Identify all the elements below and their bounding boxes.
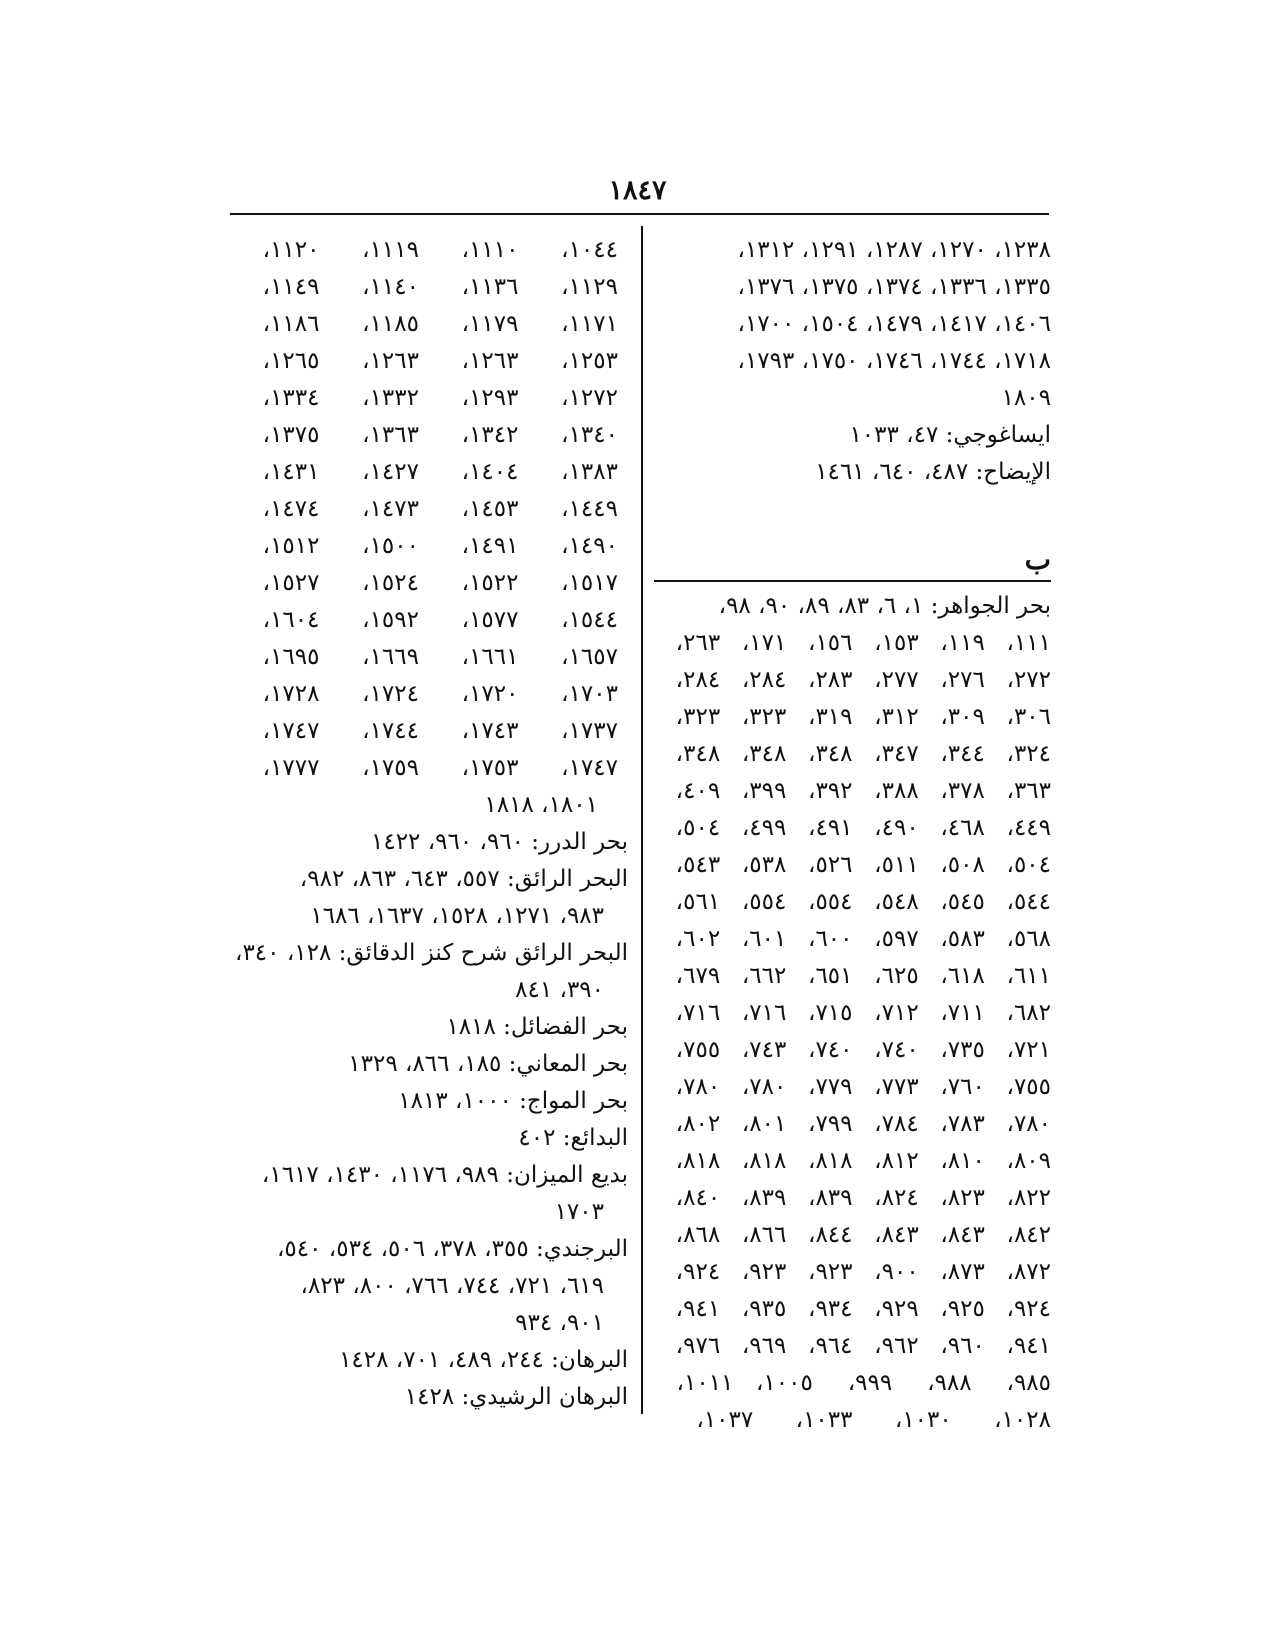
page-ref: ١٧٢٤، — [362, 681, 419, 707]
page-ref: ١١٢٩، — [561, 274, 618, 300]
page-ref: ١٢٦٣، — [362, 348, 419, 374]
page-ref-row — [654, 958, 1051, 995]
page-ref-row — [654, 662, 1051, 699]
page-ref: ٢٦٣، — [675, 630, 721, 656]
page-ref-row — [654, 1180, 1051, 1217]
page-ref-row — [654, 1032, 1051, 1069]
page-ref: ١١١٩، — [362, 237, 419, 263]
page-ref: ١٥٣، — [874, 630, 919, 656]
page-ref: ١١٨٥، — [362, 311, 419, 337]
page-ref: ٥٤٨، — [874, 889, 919, 915]
page-ref: ٥٦٨، — [1006, 926, 1051, 952]
page-ref-row — [654, 1402, 1051, 1439]
page-ref: ٨٦٦، — [741, 1222, 787, 1248]
page-ref: ٢٨٤، — [675, 667, 721, 693]
page-ref: ١٦٩٥، — [262, 644, 320, 670]
index-entry: بحر الجواهر: ١، ٦، ٨٣، ٨٩، ٩٠، ٩٨، — [718, 593, 1051, 619]
page-ref-row — [654, 1254, 1051, 1291]
page-ref: ٩٢٥، — [940, 1296, 985, 1322]
page-ref: ٤٩١، — [808, 815, 853, 841]
page-ref-row — [230, 232, 628, 269]
page-ref: ٣٢٣، — [741, 704, 787, 730]
page-ref-row — [654, 921, 1051, 958]
page-ref: ٦٠١، — [741, 926, 787, 952]
right-column — [654, 232, 1051, 1439]
page-ref: ١٥٤٤، — [561, 607, 618, 633]
page-ref-row — [230, 750, 628, 787]
page-ref: ٥٥٤، — [741, 889, 787, 915]
page-ref: ١٠١١، — [676, 1370, 734, 1396]
page-ref-row — [230, 269, 628, 306]
page-ref: ١٦٥٧، — [561, 644, 618, 670]
page-ref-row — [230, 565, 628, 602]
page-ref: ٥٩٧، — [874, 926, 919, 952]
page-ref: ٧٨٠، — [675, 1074, 721, 1100]
page-ref: ١٣٣٤، — [262, 385, 320, 411]
page-ref: ١٠٤٤، — [561, 237, 618, 263]
page-ref: ٨٧٣، — [940, 1259, 985, 1285]
page-ref: ١٥٦، — [808, 630, 853, 656]
page-ref: ١٧٤٣، — [461, 718, 519, 744]
page-ref: ٣١٩، — [808, 704, 853, 730]
page-ref: ١٣٦٣، — [362, 422, 419, 448]
page-ref: ١٤٩٠، — [561, 533, 618, 559]
page-ref: ٨٤٤، — [808, 1222, 853, 1248]
page-ref: ١٧٢٨، — [262, 681, 320, 707]
page-ref: ١٢٧٢، — [561, 385, 618, 411]
page-ref: ١٠٣٣، — [795, 1407, 853, 1433]
page-ref: ١١١، — [1006, 630, 1051, 656]
index-continuation-line: ١٧١٨، ١٧٤٤، ١٧٤٦، ١٧٥٠، ١٧٩٣، — [737, 348, 1051, 374]
left-column — [230, 232, 628, 1416]
page-ref: ٣٠٩، — [940, 704, 985, 730]
page-ref: ٨١٠، — [940, 1148, 985, 1174]
page-ref-row — [654, 773, 1051, 810]
page-ref-row — [654, 1365, 1051, 1402]
page-ref: ٧٢١، — [1006, 1037, 1051, 1063]
page-ref: ٧٨٠، — [1006, 1111, 1051, 1137]
page-ref: ٣٤٨، — [741, 741, 787, 767]
page-ref: ٩٢٣، — [808, 1259, 853, 1285]
page-ref: ١٠٢٨، — [994, 1407, 1051, 1433]
page-ref-row — [230, 454, 628, 491]
page-ref: ١١٩، — [940, 630, 985, 656]
page-ref: ٩٧٦، — [675, 1333, 721, 1359]
page-ref: ٩٦٤، — [808, 1333, 853, 1359]
page-ref: ١٤٣١، — [262, 459, 320, 485]
page-ref: ١١٢٠، — [262, 237, 320, 263]
page-ref: ٥٤٥، — [940, 889, 985, 915]
page-ref-row — [654, 1217, 1051, 1254]
header-rule — [230, 213, 1049, 215]
page-ref: ٣٤٨، — [675, 741, 721, 767]
page-ref: ٤٦٨، — [940, 815, 985, 841]
page-ref: ٩٢٤، — [675, 1259, 721, 1285]
page-ref: ١٧٠٣، — [561, 681, 618, 707]
page-ref: ٨١٨، — [741, 1148, 787, 1174]
page-ref: ١٦٦٩، — [362, 644, 419, 670]
index-entry: بحر الدرر: ٩٦٠، ٩٦٠، ١٤٢٢ — [370, 829, 628, 855]
page-ref: ٢٨٣، — [808, 667, 853, 693]
page-ref: ٩٤١، — [675, 1296, 721, 1322]
page-ref: ١٧٥٣، — [461, 755, 519, 781]
page-ref-row — [230, 602, 628, 639]
section-letter: ب — [1024, 543, 1051, 576]
page-ref: ٩٣٥، — [741, 1296, 787, 1322]
page-ref: ٩٠٠، — [874, 1259, 919, 1285]
page-ref: ٢٧٢، — [1006, 667, 1051, 693]
index-entry: بحر المواج: ١٠٠٠، ١٨١٣ — [398, 1088, 628, 1114]
page-ref: ٣٤٧، — [874, 741, 919, 767]
page-ref-row — [230, 713, 628, 750]
page-ref: ٧٣٥، — [940, 1037, 985, 1063]
page-ref: ٩٢٤، — [1006, 1296, 1051, 1322]
page-ref: ١١٤٠، — [362, 274, 419, 300]
page-ref: ١٥٢٤، — [362, 570, 419, 596]
page-ref-row — [654, 995, 1051, 1032]
index-continuation-line: ٩٠١، ٩٣٤ — [515, 1310, 604, 1336]
page-ref: ٨٤٢، — [1006, 1222, 1051, 1248]
page-ref: ٧٨٤، — [874, 1111, 919, 1137]
page-ref: ٧١٥، — [808, 1000, 853, 1026]
page-ref-row — [654, 847, 1051, 884]
page-ref: ٧٦٠، — [940, 1074, 985, 1100]
page-ref: ٧١١، — [940, 1000, 985, 1026]
page-ref: ٨٠١، — [741, 1111, 787, 1137]
page-ref: ٦٢٥، — [874, 963, 919, 989]
page-ref-row — [230, 343, 628, 380]
page-ref: ٥٣٨، — [741, 852, 787, 878]
page-ref-row — [230, 417, 628, 454]
page-ref: ١٥٠٠، — [362, 533, 419, 559]
page-ref: ٥٨٣، — [940, 926, 985, 952]
page-ref-row — [654, 1069, 1051, 1106]
page-ref: ٦١١، — [1006, 963, 1051, 989]
page-ref: ١٤٢٧، — [362, 459, 419, 485]
page-ref: ٥٤٤، — [1006, 889, 1051, 915]
page-ref: ١٥٩٢، — [362, 607, 419, 633]
page-ref: ٤٠٩، — [675, 778, 721, 804]
page-ref: ٧٧٣، — [874, 1074, 919, 1100]
page-ref: ٨٦٨، — [675, 1222, 721, 1248]
page-ref: ٥٠٤، — [675, 815, 721, 841]
page-ref: ٨٢٣، — [940, 1185, 985, 1211]
page-ref: ١٦٦١، — [461, 644, 519, 670]
page-ref-row — [654, 884, 1051, 921]
page-ref: ٥٤٣، — [675, 852, 721, 878]
page-ref-row — [654, 810, 1051, 847]
page-ref: ٧٤٣، — [741, 1037, 787, 1063]
page-ref: ٩٨٨، — [927, 1370, 972, 1396]
page-ref: ٧٩٩، — [808, 1111, 853, 1137]
page-ref: ٣٦٣، — [1006, 778, 1051, 804]
page-ref: ٩٣٤، — [808, 1296, 853, 1322]
page-ref: ٦٠٠، — [808, 926, 853, 952]
page-ref-row — [654, 625, 1051, 662]
page-ref: ١٣٤٠، — [561, 422, 618, 448]
page-ref: ٧٥٥، — [675, 1037, 721, 1063]
index-continuation-line: ١٣٣٥، ١٣٣٦، ١٣٧٤، ١٣٧٥، ١٣٧٦، — [737, 274, 1051, 300]
page-ref: ١١٧٩، — [461, 311, 519, 337]
page-ref-row — [654, 1291, 1051, 1328]
page-ref: ١٧٤٧، — [561, 755, 618, 781]
index-entry: ايساغوجي: ٤٧، ١٠٣٣ — [849, 422, 1051, 448]
page-ref: ٨٧٢، — [1006, 1259, 1051, 1285]
page-ref: ٧٥٥، — [1006, 1074, 1051, 1100]
index-entry: بحر الفضائل: ١٨١٨ — [446, 1014, 628, 1040]
page-ref: ١٤٠٤، — [461, 459, 519, 485]
page-ref: ٤٩٠، — [874, 815, 919, 841]
page-ref: ٦٨٢، — [1006, 1000, 1051, 1026]
index-continuation-line: ١٨٠١، ١٨١٨ — [484, 792, 598, 818]
index-continuation-line: ١٨٠٩ — [1001, 385, 1051, 411]
page-ref: ٥٦١، — [675, 889, 721, 915]
index-continuation-line: ٦١٩، ٧٢١، ٧٤٤، ٧٦٦، ٨٠٠، ٨٢٣، — [300, 1273, 604, 1299]
page-ref: ١٧١، — [741, 630, 787, 656]
section-rule — [654, 580, 1051, 582]
page-ref: ١١٨٦، — [262, 311, 320, 337]
page-ref: ١١١٠، — [461, 237, 519, 263]
index-entry: البدائع: ٤٠٢ — [518, 1125, 628, 1151]
page-ref: ١٠٣٧، — [696, 1407, 754, 1433]
page-ref: ١٤٧٤، — [262, 496, 320, 522]
index-entry: بديع الميزان: ٩٨٩، ١١٧٦، ١٤٣٠، ١٦١٧، — [261, 1162, 628, 1188]
page-ref: ١٣٨٣، — [561, 459, 618, 485]
page-ref: ٨١٨، — [808, 1148, 853, 1174]
page-ref: ٣٧٨، — [940, 778, 985, 804]
page-ref: ٤٩٩، — [741, 815, 787, 841]
page-ref: ١٤٧٣، — [362, 496, 419, 522]
index-entry: البرهان الرشيدي: ١٤٢٨ — [404, 1384, 628, 1410]
page-ref: ١٠٣٠، — [894, 1407, 952, 1433]
page-ref: ٨١٢، — [874, 1148, 919, 1174]
page-ref: ٩٨٥، — [1006, 1370, 1051, 1396]
page-ref: ١٢٦٥، — [262, 348, 320, 374]
page-ref: ١٣٣٢، — [362, 385, 419, 411]
page-ref: ١٤٤٩، — [561, 496, 618, 522]
page-ref: ٨٢٢، — [1006, 1185, 1051, 1211]
page-ref-row — [230, 639, 628, 676]
page-ref-row — [230, 306, 628, 343]
page-ref: ١٢٦٣، — [461, 348, 519, 374]
page-ref: ١٦٠٤، — [262, 607, 320, 633]
page-ref: ٩٢٩، — [874, 1296, 919, 1322]
page-ref-row — [654, 736, 1051, 773]
page-ref: ٩٦٠، — [940, 1333, 985, 1359]
page-ref: ١١٧١، — [561, 311, 618, 337]
page-ref: ١٥١٢، — [262, 533, 320, 559]
page-ref: ١٥٧٧، — [461, 607, 519, 633]
page-ref-row — [654, 1106, 1051, 1143]
page-ref: ٨٤٣، — [874, 1222, 919, 1248]
page-ref: ٦١٨، — [940, 963, 985, 989]
page-ref: ٧١٦، — [741, 1000, 787, 1026]
page-ref: ١٧٧٧، — [262, 755, 320, 781]
page-ref: ٩٢٣، — [741, 1259, 787, 1285]
page-ref: ١٧٢٠، — [461, 681, 519, 707]
page-ref: ٣٠٦، — [1006, 704, 1051, 730]
page-ref: ١٣٤٢، — [461, 422, 519, 448]
section-gap — [654, 491, 1051, 541]
page-ref: ٧١٢، — [874, 1000, 919, 1026]
index-continuation-line: ١٤٠٦، ١٤١٧، ١٤٧٩، ١٥٠٤، ١٧٠٠، — [737, 311, 1051, 337]
page-ref: ١٥١٧، — [561, 570, 618, 596]
page-ref-row — [230, 380, 628, 417]
page-ref: ٧٤٠، — [874, 1037, 919, 1063]
page-ref: ٩٦٢، — [874, 1333, 919, 1359]
page-ref: ١٤٥٣، — [461, 496, 519, 522]
page-ref: ٣٢٣، — [675, 704, 721, 730]
page-ref: ١٧٤٧، — [262, 718, 320, 744]
page-ref: ١٥٢٧، — [262, 570, 320, 596]
page-ref: ٥٠٨، — [940, 852, 985, 878]
page-ref: ٦٠٢، — [675, 926, 721, 952]
page-ref: ١٧٣٧، — [561, 718, 618, 744]
page-ref: ٨٠٩، — [1006, 1148, 1051, 1174]
page-ref: ٣٤٨، — [808, 741, 853, 767]
page-ref: ١١٤٩، — [262, 274, 320, 300]
page-ref: ٨٤٠، — [675, 1185, 721, 1211]
page-ref: ٣٨٨، — [874, 778, 919, 804]
page-ref: ٢٨٤، — [741, 667, 787, 693]
page-ref-row — [654, 1143, 1051, 1180]
page-ref: ١٥٢٢، — [461, 570, 519, 596]
page-ref: ٨٤٣، — [940, 1222, 985, 1248]
page-ref: ٩٩٩، — [847, 1370, 893, 1396]
page-ref: ٨١٨، — [675, 1148, 721, 1174]
page-ref: ٥١١، — [874, 852, 919, 878]
index-continuation-line: ٩٨٣، ١٢٧١، ١٥٢٨، ١٦٣٧، ١٦٨٦ — [310, 903, 604, 929]
page-ref: ٧٨٠، — [741, 1074, 787, 1100]
index-continuation-line: ١٢٣٨، ١٢٧٠، ١٢٨٧، ١٢٩١، ١٣١٢، — [737, 237, 1051, 263]
page-ref: ١٢٩٣، — [461, 385, 519, 411]
page-ref: ٥٢٦، — [808, 852, 853, 878]
page-ref: ٥٠٤، — [1006, 852, 1051, 878]
index-entry: الإيضاح: ٤٨٧، ٦٤٠، ١٤٦١ — [815, 459, 1051, 485]
index-entry: البحر الرائق: ٥٥٧، ٦٤٣، ٨٦٣، ٩٨٢، — [299, 866, 628, 892]
page-ref: ٢٧٦، — [940, 667, 985, 693]
page-ref: ٣٩٩، — [741, 778, 787, 804]
column-divider — [641, 226, 643, 1414]
index-entry: البحر الرائق شرح كنز الدقائق: ١٢٨، ٣٤٠، — [235, 940, 628, 966]
page-ref-row — [230, 676, 628, 713]
page-ref: ١٢٥٣، — [561, 348, 618, 374]
page-ref: ٨٠٢، — [675, 1111, 721, 1137]
page-ref: ١٣٧٥، — [262, 422, 320, 448]
page-ref: ٧١٦، — [675, 1000, 721, 1026]
page-ref: ٢٧٧، — [874, 667, 919, 693]
page-ref: ٦٥١، — [808, 963, 853, 989]
page-ref-row — [230, 491, 628, 528]
page-ref-row — [654, 1328, 1051, 1365]
page-ref: ٨٣٩، — [741, 1185, 787, 1211]
page-ref: ٣٢٤، — [1006, 741, 1051, 767]
page-ref: ١٧٤٤، — [362, 718, 419, 744]
index-continuation-line: ١٧٠٣ — [554, 1199, 604, 1225]
page-ref: ٣٩٢، — [808, 778, 853, 804]
index-entry: البرجندي: ٣٥٥، ٣٧٨، ٥٠٦، ٥٣٤، ٥٤٠، — [276, 1236, 628, 1262]
page-number: ١٨٤٧ — [608, 175, 667, 206]
page-ref: ٤٤٩، — [1006, 815, 1051, 841]
page-ref: ١٤٩١، — [461, 533, 519, 559]
page-ref: ١٠٠٥، — [755, 1370, 813, 1396]
page-ref: ١٧٥٩، — [362, 755, 419, 781]
page-ref: ٣٤٤، — [940, 741, 985, 767]
page-ref: ٧٤٠، — [808, 1037, 853, 1063]
page-ref-row — [654, 699, 1051, 736]
page-ref: ٦٦٢، — [741, 963, 787, 989]
page-ref: ٩٦٩، — [741, 1333, 787, 1359]
page-ref: ١١٣٦، — [461, 274, 519, 300]
page-ref-row — [230, 528, 628, 565]
page-ref: ٦٧٩، — [675, 963, 721, 989]
index-continuation-line: ٣٩٠، ٨٤١ — [515, 977, 604, 1003]
page-ref: ٧٨٣، — [940, 1111, 985, 1137]
page-ref: ٣١٢، — [874, 704, 919, 730]
page-ref: ٨٣٩، — [808, 1185, 853, 1211]
page-ref: ٥٥٤، — [808, 889, 853, 915]
page-ref: ٧٧٩، — [808, 1074, 853, 1100]
index-entry: بحر المعاني: ١٨٥، ٨٦٦، ١٣٢٩ — [348, 1051, 628, 1077]
page-ref: ٩٤١، — [1006, 1333, 1051, 1359]
page-ref: ٨٢٤، — [874, 1185, 919, 1211]
index-entry: البرهان: ٢٤٤، ٤٨٩، ٧٠١، ١٤٢٨ — [339, 1347, 628, 1373]
